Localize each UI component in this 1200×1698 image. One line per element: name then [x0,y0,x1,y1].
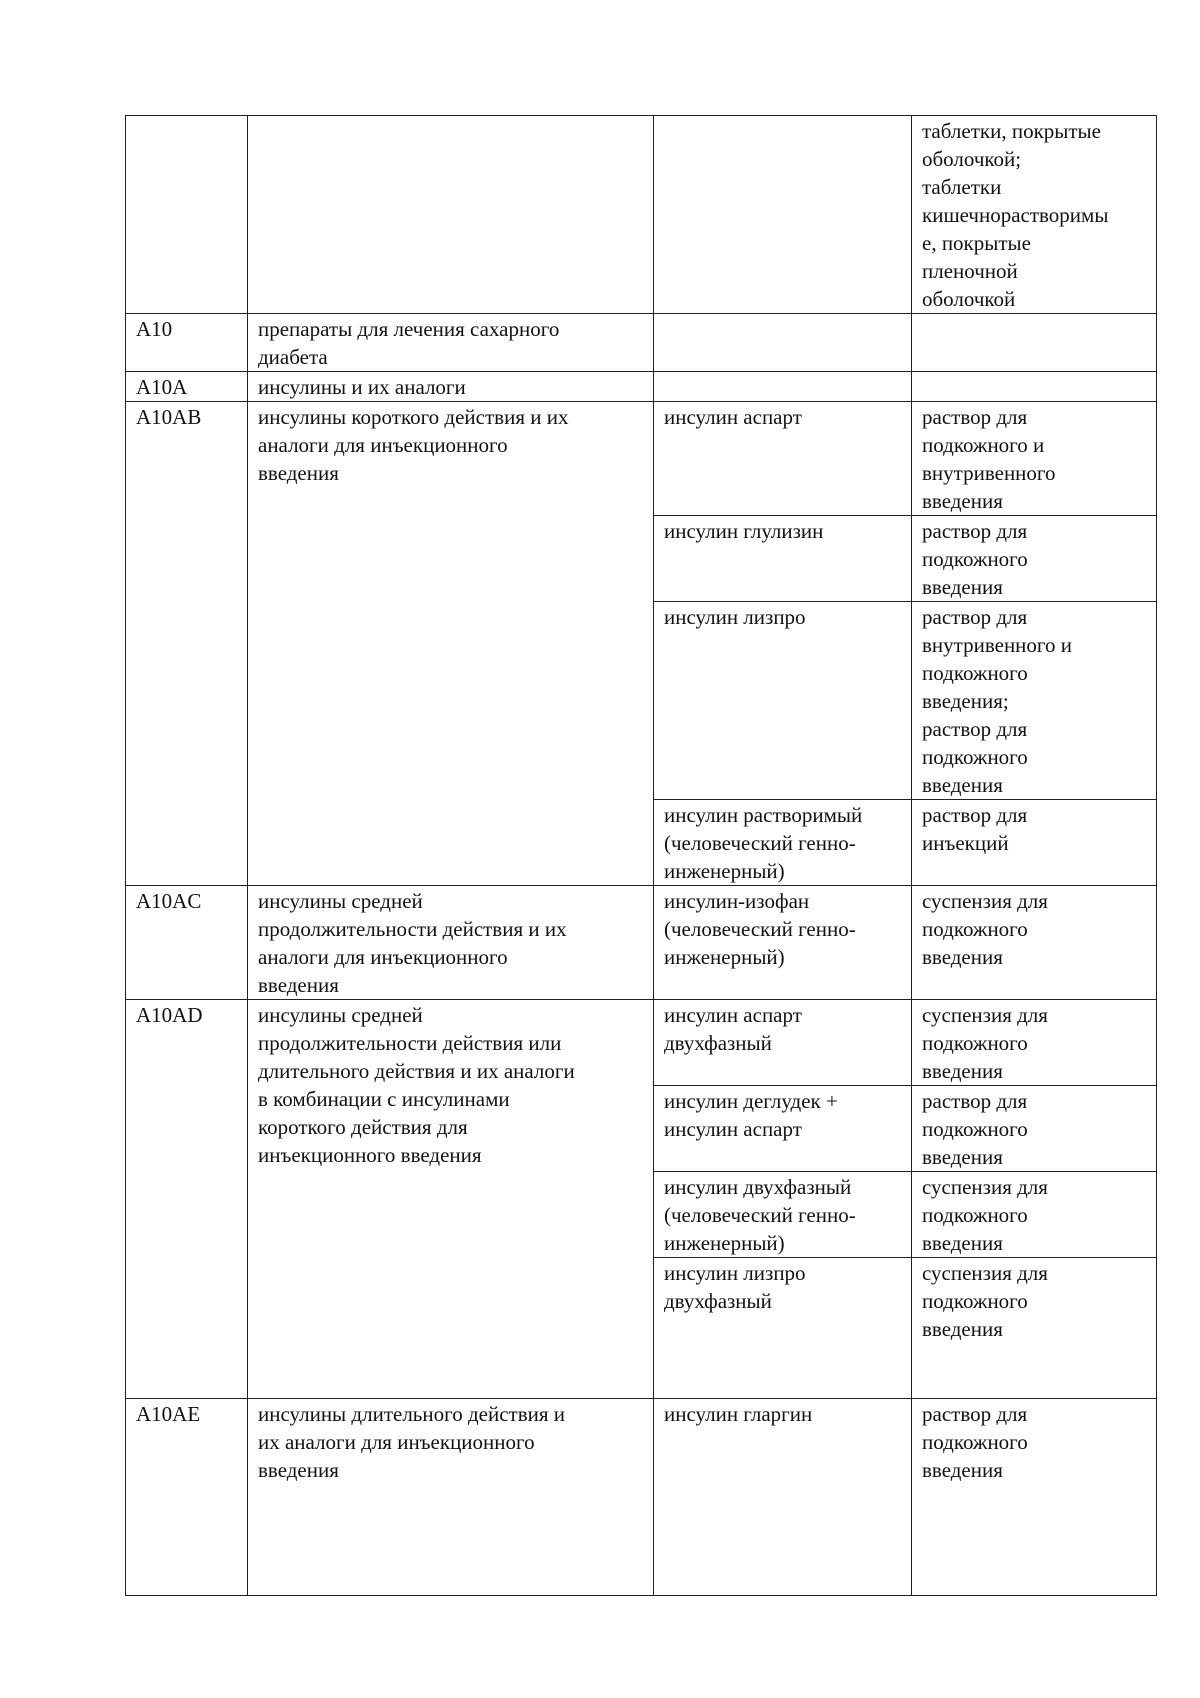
form-cell: раствор для подкожного введения [912,1086,1157,1172]
atc-code-cell: A10A [126,372,248,402]
form-cell: суспензия для подкожного введения [912,886,1157,1000]
table-row [126,886,1157,1000]
table-row [126,1399,1157,1596]
drug-cell: инсулин глулизин [654,516,912,602]
atc-code-cell [126,116,248,314]
drug-cell: инсулин лизпро [654,602,912,800]
drug-cell: инсулин лизпро двухфазный [654,1258,912,1399]
drug-cell: инсулин аспарт двухфазный [654,1000,912,1086]
drug-cell [654,372,912,402]
atc-code-cell: A10AC [126,886,248,1000]
atc-code-cell: A10 [126,314,248,372]
group-cell: инсулины средней продолжительности действия или длительного действия и их аналоги в комбинации с инсулинами короткого действия для инъекционного введения [248,1000,654,1399]
form-cell: раствор для подкожного введения [912,1399,1157,1596]
form-cell: раствор для подкожного и внутривенного введения [912,402,1157,516]
form-cell: раствор для подкожного введения [912,516,1157,602]
drug-cell: инсулин-изофан (человеческий генно- инженерный) [654,886,912,1000]
form-cell: таблетки, покрытые оболочкой; таблетки кишечнорастворимы е, покрытые пленочной оболочкой [912,116,1157,314]
atc-code-cell: A10AB [126,402,248,886]
form-cell: суспензия для подкожного введения [912,1172,1157,1258]
table-row [126,402,1157,516]
form-cell: суспензия для подкожного введения [912,1000,1157,1086]
group-cell: инсулины и их аналоги [248,372,654,402]
form-cell: суспензия для подкожного введения [912,1258,1157,1399]
group-cell: препараты для лечения сахарного диабета [248,314,654,372]
drug-cell: инсулин растворимый (человеческий генно- инженерный) [654,800,912,886]
form-cell: раствор для внутривенного и подкожного введения; раствор для подкожного введения [912,602,1157,800]
drug-cell: инсулин аспарт [654,402,912,516]
drug-cell: инсулин деглудек + инсулин аспарт [654,1086,912,1172]
drug-cell [654,116,912,314]
form-cell [912,314,1157,372]
form-cell [912,372,1157,402]
atc-code-cell: A10AD [126,1000,248,1399]
group-cell: инсулины средней продолжительности действия и их аналоги для инъекционного введения [248,886,654,1000]
drug-cell [654,314,912,372]
group-cell [248,116,654,314]
drug-cell: инсулин гларгин [654,1399,912,1596]
drug-cell: инсулин двухфазный (человеческий генно- инженерный) [654,1172,912,1258]
group-cell: инсулины короткого действия и их аналоги для инъекционного введения [248,402,654,886]
table-row [126,1000,1157,1086]
form-cell: раствор для инъекций [912,800,1157,886]
group-cell: инсулины длительного действия и их аналоги для инъекционного введения [248,1399,654,1596]
drug-table [125,115,1157,1596]
atc-code-cell: A10AE [126,1399,248,1596]
table-row [126,372,1157,402]
table-row [126,116,1157,314]
table-row [126,314,1157,372]
